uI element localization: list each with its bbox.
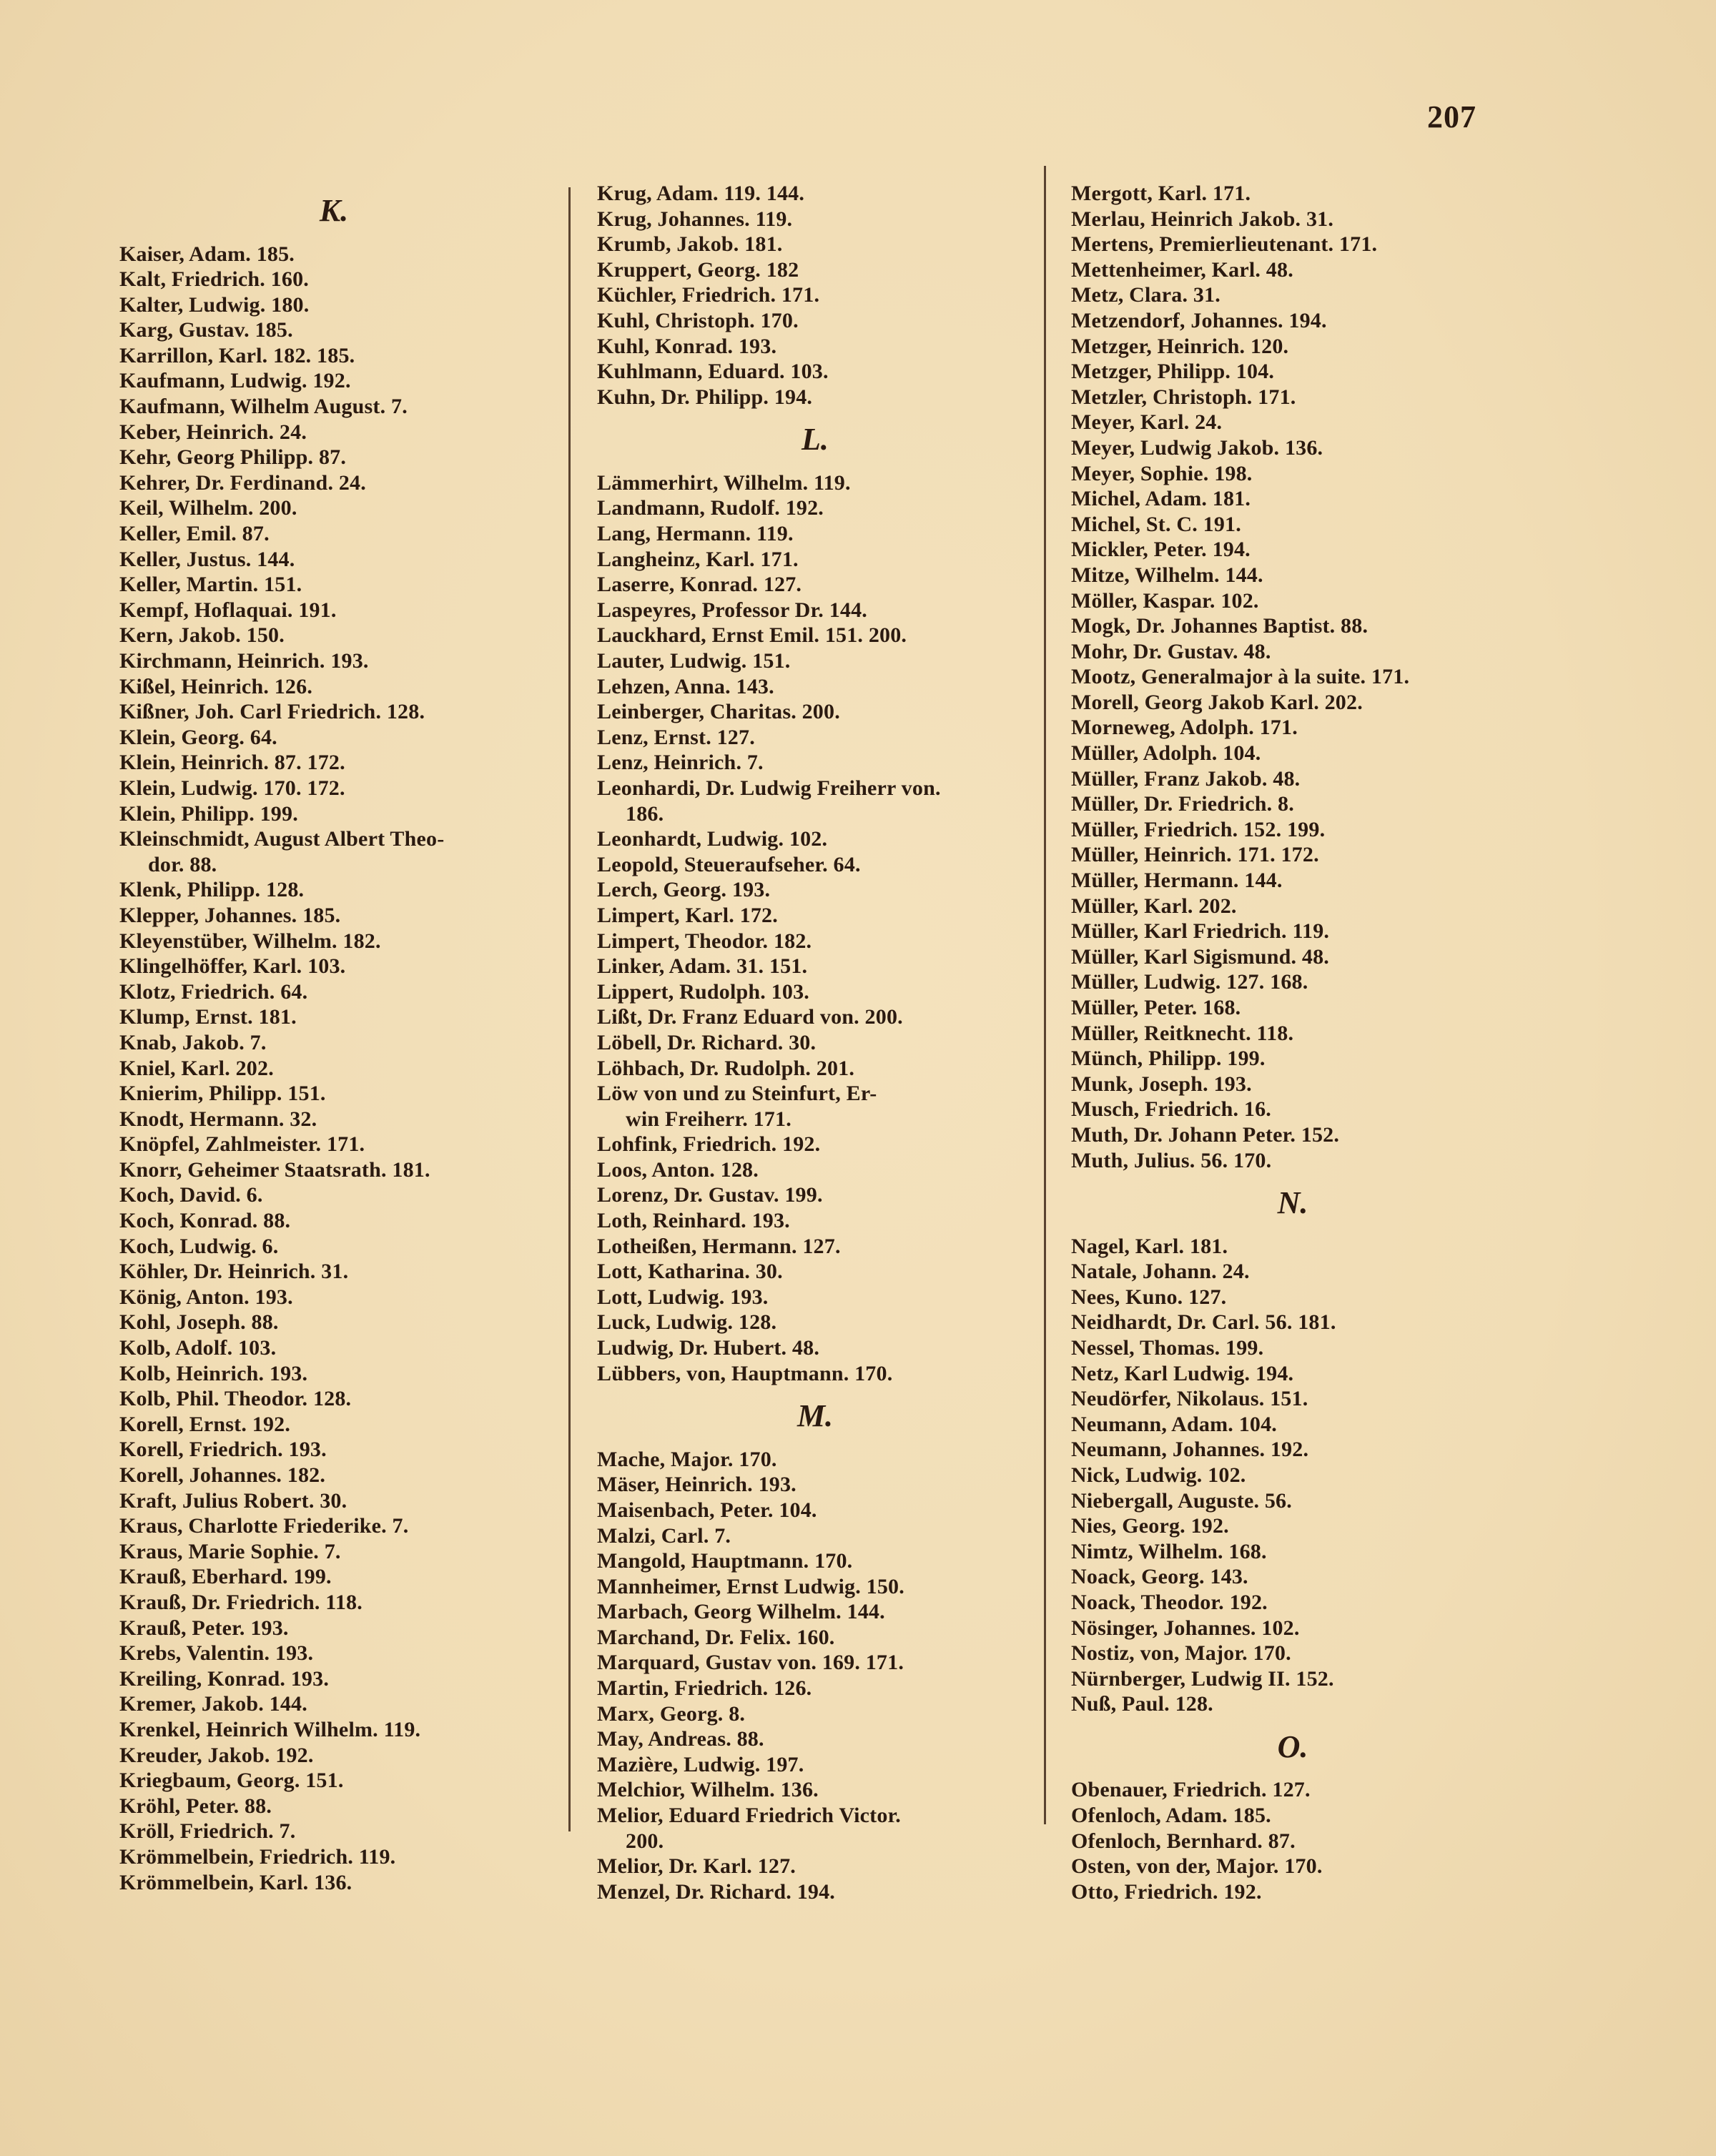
index-entry: Morell, Georg Jakob Karl. 202.	[1071, 690, 1363, 714]
index-entry: Ludwig, Dr. Hubert. 48.	[597, 1336, 820, 1360]
index-entry: Koch, Konrad. 88.	[119, 1209, 291, 1233]
index-entry: Müller, Hermann. 144.	[1071, 869, 1283, 893]
column-divider	[568, 187, 571, 1831]
index-entry: Malzi, Carl. 7.	[597, 1523, 731, 1548]
index-entry: Kohl, Joseph. 88.	[119, 1310, 279, 1335]
index-entry: Knodt, Hermann. 32.	[119, 1107, 317, 1131]
index-entry: Noack, Georg. 143.	[1071, 1565, 1248, 1589]
index-entry: Nees, Kuno. 127.	[1071, 1285, 1227, 1309]
index-entry: Nessel, Thomas. 199.	[1071, 1336, 1264, 1360]
index-entry: Kniel, Karl. 202.	[119, 1056, 274, 1080]
index-column-1	[119, 181, 548, 1895]
index-entry: Müller, Franz Jakob. 48.	[1071, 766, 1301, 791]
index-entry: Neumann, Johannes. 192.	[1071, 1438, 1309, 1462]
index-entry: Müller, Dr. Friedrich. 8.	[1071, 792, 1294, 816]
index-entry: Korell, Friedrich. 193.	[119, 1438, 327, 1462]
index-entry: Limpert, Karl. 172.	[597, 903, 778, 927]
index-entry: Müller, Karl Sigismund. 48.	[1071, 944, 1330, 969]
index-entry: Kaiser, Adam. 185.	[119, 242, 295, 266]
index-entry: Krenkel, Heinrich Wilhelm. 119.	[119, 1717, 421, 1741]
index-entry: Nagel, Karl. 181.	[1071, 1234, 1228, 1258]
index-entry: Loth, Reinhard. 193.	[597, 1209, 790, 1233]
index-entry: Keber, Heinrich. 24.	[119, 420, 307, 444]
index-entry: Kehr, Georg Philipp. 87.	[119, 445, 347, 470]
index-entry: Langheinz, Karl. 171.	[597, 547, 799, 571]
index-entry: Mangold, Hauptmann. 170.	[597, 1549, 853, 1573]
index-entry: Natale, Johann. 24.	[1071, 1260, 1250, 1284]
page-number: 207	[1427, 99, 1476, 134]
index-entry: Müller, Ludwig. 127. 168.	[1071, 970, 1308, 994]
index-entry: Lott, Katharina. 30.	[597, 1260, 783, 1284]
index-entry: Klenk, Philipp. 128.	[119, 878, 305, 902]
index-entry: Krömmelbein, Friedrich. 119.	[119, 1844, 396, 1869]
index-entry: Lang, Hermann. 119.	[597, 522, 794, 546]
index-entry: Metzendorf, Johannes. 194.	[1071, 308, 1327, 332]
index-entry: Kröhl, Peter. 88.	[119, 1794, 272, 1818]
index-entry: Marchand, Dr. Felix. 160.	[597, 1625, 835, 1649]
index-entry: Nürnberger, Ludwig II. 152.	[1071, 1666, 1334, 1691]
index-entry: Mickler, Peter. 194.	[1071, 538, 1251, 562]
index-entry: Kaufmann, Ludwig. 192.	[119, 369, 351, 393]
index-entry: Müller, Heinrich. 171. 172.	[1071, 843, 1319, 867]
index-entry: Mitze, Wilhelm. 144.	[1071, 563, 1263, 587]
index-entry: Lenz, Ernst. 127.	[597, 725, 755, 749]
index-entry: Müller, Peter. 168.	[1071, 996, 1241, 1019]
index-entry: Melior, Dr. Karl. 127.	[597, 1854, 796, 1879]
index-entry: Lorenz, Dr. Gustav. 199.	[597, 1183, 823, 1207]
index-entry: Köhler, Dr. Heinrich. 31.	[119, 1260, 349, 1284]
index-entry: Metz, Clara. 31.	[1071, 283, 1221, 307]
index-entry: Löbell, Dr. Richard. 30.	[597, 1030, 817, 1054]
index-entry: Melchior, Wilhelm. 136.	[597, 1778, 819, 1802]
index-entry: Klein, Philipp. 199.	[119, 801, 298, 826]
index-entry: Klein, Ludwig. 170. 172.	[119, 776, 345, 800]
index-entry: Kraus, Charlotte Friederike. 7.	[119, 1514, 409, 1538]
index-entry: Kißner, Joh. Carl Friedrich. 128.	[119, 700, 425, 724]
index-entry: Mohr, Dr. Gustav. 48.	[1071, 639, 1271, 663]
index-entry	[597, 1803, 1033, 1854]
index-entry: Klotz, Friedrich. 64.	[119, 979, 308, 1004]
section-letter-heading: O.	[1277, 1729, 1308, 1764]
index-entry: Osten, von der, Major. 170.	[1071, 1854, 1323, 1879]
index-entry: Morneweg, Adolph. 171.	[1071, 716, 1298, 740]
index-entry	[119, 826, 548, 877]
index-entry: Maisenbach, Peter. 104.	[597, 1498, 817, 1522]
index-entry: Otto, Friedrich. 192.	[1071, 1879, 1262, 1904]
index-entry: Marbach, Georg Wilhelm. 144.	[597, 1600, 885, 1624]
index-entry: Mache, Major. 170.	[597, 1447, 777, 1471]
index-entry: Lippert, Rudolph. 103.	[597, 979, 809, 1004]
index-entry: Müller, Karl. 202.	[1071, 894, 1237, 918]
index-entry: Kolb, Heinrich. 193.	[119, 1361, 308, 1385]
index-entry: Noack, Theodor. 192.	[1071, 1590, 1268, 1614]
index-entry: Ofenloch, Bernhard. 87.	[1071, 1829, 1296, 1853]
index-entry: Meyer, Ludwig Jakob. 136.	[1071, 435, 1323, 460]
index-entry	[597, 1081, 1033, 1132]
index-entry: Kreiling, Konrad. 193.	[119, 1666, 330, 1691]
index-entry: Merlau, Heinrich Jakob. 31.	[1071, 207, 1334, 231]
index-entry: Neumann, Adam. 104.	[1071, 1412, 1278, 1436]
index-entry: Koch, Ludwig. 6.	[119, 1234, 279, 1258]
index-entry: Niebergall, Auguste. 56.	[1071, 1488, 1292, 1513]
index-entry	[597, 776, 1033, 826]
index-entry: Krömmelbein, Karl. 136.	[119, 1870, 352, 1894]
index-entry: Mettenheimer, Karl. 48.	[1071, 257, 1293, 282]
index-entry: Kaufmann, Wilhelm August. 7.	[119, 395, 408, 419]
index-entry: Lauter, Ludwig. 151.	[597, 649, 791, 673]
index-column-2	[597, 181, 1033, 1904]
index-entry: Metzler, Christoph. 171.	[1071, 385, 1296, 409]
index-entry: Meyer, Sophie. 198.	[1071, 461, 1253, 485]
index-entry: Kißel, Heinrich. 126.	[119, 674, 313, 698]
index-entry: Muth, Julius. 56. 170.	[1071, 1148, 1272, 1172]
index-entry: Nostiz, von, Major. 170.	[1071, 1641, 1291, 1666]
index-entry: Leinberger, Charitas. 200.	[597, 700, 840, 724]
index-entry: Mootz, Generalmajor à la suite. 171.	[1071, 665, 1410, 689]
index-entry: Keller, Justus. 144.	[119, 547, 295, 571]
index-entry: Kalter, Ludwig. 180.	[119, 292, 310, 317]
index-entry: Lenz, Heinrich. 7.	[597, 751, 764, 775]
index-entry: Müller, Reitknecht. 118.	[1071, 1021, 1294, 1045]
index-entry: Mazière, Ludwig. 197.	[597, 1752, 804, 1776]
index-entry: Möller, Kaspar. 102.	[1071, 588, 1259, 613]
index-entry: Laspeyres, Professor Dr. 144.	[597, 598, 868, 622]
index-entry: Knöpfel, Zahlmeister. 171.	[119, 1132, 365, 1157]
index-entry: Mogk, Dr. Johannes Baptist. 88.	[1071, 614, 1369, 638]
index-entry: Krug, Johannes. 119.	[597, 207, 793, 231]
index-entry: Kreuder, Jakob. 192.	[119, 1743, 314, 1767]
index-entry: Loos, Anton. 128.	[597, 1157, 759, 1182]
index-entry: Michel, St. C. 191.	[1071, 512, 1241, 536]
index-entry: Meyer, Karl. 24.	[1071, 410, 1223, 435]
section-letter-heading: K.	[319, 193, 349, 228]
index-entry: Muth, Dr. Johann Peter. 152.	[1071, 1122, 1340, 1147]
index-entry: Kriegbaum, Georg. 151.	[119, 1769, 344, 1793]
index-entry: Krauß, Dr. Friedrich. 118.	[119, 1590, 363, 1614]
section-letter-heading: N.	[1277, 1185, 1308, 1221]
index-entry: Kuhl, Christoph. 170.	[597, 308, 799, 332]
index-entry: Müller, Karl Friedrich. 119.	[1071, 919, 1330, 944]
index-entry: Klepper, Johannes. 185.	[119, 903, 341, 927]
index-entry: Knorr, Geheimer Staatsrath. 181.	[119, 1157, 430, 1182]
index-entry-line: Melior, Eduard Friedrich Victor.	[597, 1804, 901, 1828]
index-entry: Ofenloch, Adam. 185.	[1071, 1804, 1271, 1828]
section-letter-heading: M.	[797, 1398, 834, 1434]
index-entry: Lehzen, Anna. 143.	[597, 674, 774, 698]
index-entry: Laserre, Konrad. 127.	[597, 573, 802, 597]
index-entry: Marquard, Gustav von. 169. 171.	[597, 1651, 904, 1675]
index-entry: Kleyenstüber, Wilhelm. 182.	[119, 929, 381, 953]
index-entry: Metzger, Heinrich. 120.	[1071, 334, 1289, 358]
index-entry: Neidhardt, Dr. Carl. 56. 181.	[1071, 1310, 1336, 1335]
index-entry: May, Andreas. 88.	[597, 1727, 764, 1751]
index-entry: Karrillon, Karl. 182. 185.	[119, 343, 355, 367]
index-entry: Lißt, Dr. Franz Eduard von. 200.	[597, 1005, 903, 1029]
index-entry: Luck, Ludwig. 128.	[597, 1310, 777, 1335]
index-entry: Musch, Friedrich. 16.	[1071, 1097, 1272, 1122]
index-entry: Menzel, Dr. Richard. 194.	[597, 1879, 836, 1904]
index-entry: Leonhardt, Ludwig. 102.	[597, 827, 828, 851]
index-entry: Netz, Karl Ludwig. 194.	[1071, 1361, 1294, 1385]
index-entry: Mannheimer, Ernst Ludwig. 150.	[597, 1574, 904, 1598]
index-entry: Münch, Philipp. 199.	[1071, 1047, 1266, 1071]
index-entry: Lämmerhirt, Wilhelm. 119.	[597, 470, 851, 495]
index-entry: Lübbers, von, Hauptmann. 170.	[597, 1361, 893, 1385]
index-entry: Knab, Jakob. 7.	[119, 1030, 267, 1054]
index-entry: Löhbach, Dr. Rudolph. 201.	[597, 1056, 855, 1080]
index-entry: Kruppert, Georg. 182	[597, 257, 799, 282]
index-entry-continuation: 186.	[626, 801, 664, 826]
index-entry-line: Löw von und zu Steinfurt, Er-	[597, 1082, 877, 1106]
index-entry: Müller, Friedrich. 152. 199.	[1071, 817, 1326, 841]
index-entry-continuation: win Freiherr. 171.	[626, 1107, 792, 1131]
index-entry: Kuhl, Konrad. 193.	[597, 334, 777, 358]
index-entry: Müller, Adolph. 104.	[1071, 741, 1261, 766]
index-entry: Lauckhard, Ernst Emil. 151. 200.	[597, 623, 907, 648]
index-entry: Kolb, Phil. Theodor. 128.	[119, 1387, 352, 1411]
index-entry-line: Kleinschmidt, August Albert Theo-	[119, 827, 445, 851]
index-entry: Krauß, Peter. 193.	[119, 1616, 289, 1640]
index-entry: Landmann, Rudolf. 192.	[597, 496, 824, 520]
index-entry: Klein, Heinrich. 87. 172.	[119, 751, 345, 775]
index-entry: Nick, Ludwig. 102.	[1071, 1463, 1246, 1487]
index-entry: Metzger, Philipp. 104.	[1071, 360, 1275, 384]
index-entry: Mertens, Premierlieutenant. 171.	[1071, 232, 1378, 257]
index-entry: Knierim, Philipp. 151.	[119, 1082, 326, 1106]
index-entry: Martin, Friedrich. 126.	[597, 1676, 812, 1701]
index-entry: Keller, Martin. 151.	[119, 573, 302, 597]
index-entry: Krauß, Eberhard. 199.	[119, 1565, 332, 1589]
index-entry: Koch, David. 6.	[119, 1183, 263, 1207]
index-entry: Kehrer, Dr. Ferdinand. 24.	[119, 470, 366, 495]
index-entry: Lotheißen, Hermann. 127.	[597, 1234, 841, 1258]
index-entry: Korell, Ernst. 192.	[119, 1412, 291, 1436]
section-letter-heading: L.	[802, 422, 829, 458]
index-entry: Leopold, Steueraufseher. 64.	[597, 852, 861, 876]
index-entry-line: Leonhardi, Dr. Ludwig Freiherr von.	[597, 776, 941, 800]
index-entry: Kraft, Julius Robert. 30.	[119, 1488, 347, 1513]
index-entry-continuation: 200.	[626, 1829, 664, 1853]
index-entry: Kraus, Marie Sophie. 7.	[119, 1539, 341, 1563]
index-entry: Nimtz, Wilhelm. 168.	[1071, 1539, 1267, 1563]
index-entry: Klump, Ernst. 181.	[119, 1005, 297, 1029]
index-entry: Lohfink, Friedrich. 192.	[597, 1132, 821, 1157]
index-entry: Klingelhöffer, Karl. 103.	[119, 954, 346, 979]
index-entry: Karg, Gustav. 185.	[119, 318, 293, 342]
index-entry: Nies, Georg. 192.	[1071, 1514, 1229, 1538]
index-entry: Obenauer, Friedrich. 127.	[1071, 1778, 1311, 1802]
index-entry: Limpert, Theodor. 182.	[597, 929, 812, 953]
index-entry-continuation: dor. 88.	[148, 852, 217, 876]
index-entry: Keller, Emil. 87.	[119, 522, 270, 546]
index-entry: Lerch, Georg. 193.	[597, 878, 771, 902]
index-entry: Mergott, Karl. 171.	[1071, 182, 1251, 205]
index-entry: Krebs, Valentin. 193.	[119, 1641, 314, 1666]
index-entry: Nösinger, Johannes. 102.	[1071, 1616, 1300, 1640]
index-entry: Kuhn, Dr. Philipp. 194.	[597, 385, 813, 409]
index-entry: Kalt, Friedrich. 160.	[119, 267, 309, 292]
index-entry: Kremer, Jakob. 144.	[119, 1692, 307, 1716]
index-entry: Kern, Jakob. 150.	[119, 623, 285, 648]
index-entry: König, Anton. 193.	[119, 1285, 293, 1309]
index-entry: Lott, Ludwig. 193.	[597, 1285, 769, 1309]
index-entry: Krumb, Jakob. 181.	[597, 232, 783, 257]
index-entry: Kuhlmann, Eduard. 103.	[597, 360, 829, 384]
index-entry: Munk, Joseph. 193.	[1071, 1072, 1252, 1096]
index-entry: Kolb, Adolf. 103.	[119, 1336, 277, 1360]
column-divider	[1044, 166, 1046, 1824]
index-entry: Marx, Georg. 8.	[597, 1701, 746, 1726]
index-column-3	[1071, 181, 1514, 1904]
index-entry: Neudörfer, Nikolaus. 151.	[1071, 1387, 1308, 1411]
index-entry: Kirchmann, Heinrich. 193.	[119, 649, 369, 673]
index-entry: Mäser, Heinrich. 193.	[597, 1473, 797, 1497]
index-entry: Michel, Adam. 181.	[1071, 487, 1251, 511]
index-entry: Korell, Johannes. 182.	[119, 1463, 326, 1487]
index-entry: Keil, Wilhelm. 200.	[119, 496, 297, 520]
index-entry: Klein, Georg. 64.	[119, 725, 277, 749]
index-entry: Nuß, Paul. 128.	[1071, 1692, 1213, 1716]
index-entry: Kröll, Friedrich. 7.	[119, 1819, 296, 1844]
index-entry: Linker, Adam. 31. 151.	[597, 954, 808, 979]
index-entry: Krug, Adam. 119. 144.	[597, 182, 805, 205]
index-entry: Kempf, Hoflaquai. 191.	[119, 598, 337, 622]
index-entry: Küchler, Friedrich. 171.	[597, 283, 820, 307]
